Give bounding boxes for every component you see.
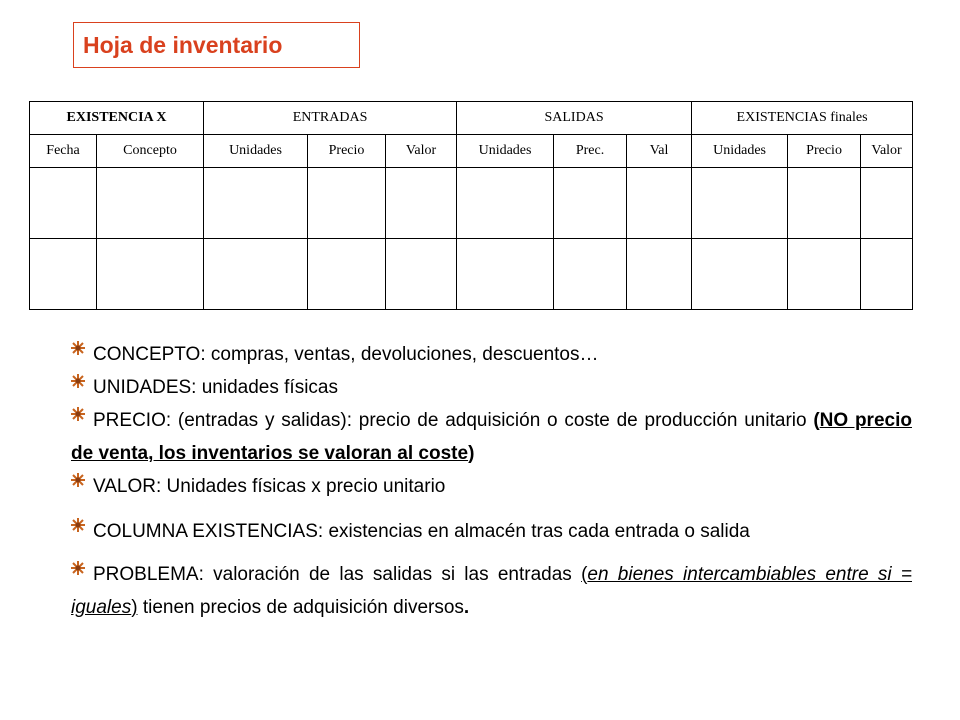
table-cell [692,168,788,239]
table-cell [861,168,913,239]
subheader-concepto: Concepto [97,135,204,168]
subheader-entradas-unidades: Unidades [204,135,308,168]
table-cell [30,239,97,310]
star-bullet-icon [71,341,85,355]
table-cell [627,239,692,310]
bullet-problema: PROBLEMA: valoración de las salidas si las entradas (en bienes intercambiables entre si = iguales) tienen precios de adquisición diversos. [71,558,912,624]
table-cell [788,239,861,310]
table-cell [204,239,308,310]
table-group-header-row [30,102,913,135]
precio-note: NO precio de venta, los inventarios se valoran al coste [71,410,912,464]
subheader-entradas-precio: Precio [308,135,386,168]
bullet-precio: PRECIO: (entradas y salidas): precio de adquisición o coste de producción unitario (NO precio de venta, los inventarios se valoran al coste) [71,404,912,470]
star-bullet-icon [71,561,85,575]
table-cell [457,168,554,239]
subheader-existencias-valor: Valor [861,135,913,168]
table-cell [788,168,861,239]
header-salidas: SALIDAS [457,102,692,135]
star-bullet-icon [71,473,85,487]
bullet-columna: COLUMNA EXISTENCIAS: existencias en almacén tras cada entrada o salida [71,515,912,548]
table-cell [386,168,457,239]
table-cell [386,239,457,310]
table-cell [97,168,204,239]
problema-note: en bienes intercambiables entre si = iguales [71,564,912,618]
table-sub-header-row [30,135,913,168]
bullet-concepto: CONCEPTO: compras, ventas, devoluciones, descuentos… [71,338,912,371]
table-cell [457,239,554,310]
table-cell [692,239,788,310]
subheader-salidas-prec: Prec. [554,135,627,168]
subheader-existencias-unidades: Unidades [692,135,788,168]
bullet-valor: VALOR: Unidades físicas x precio unitario [71,470,912,503]
table-cell [861,239,913,310]
subheader-existencias-precio: Precio [788,135,861,168]
bullet-unidades: UNIDADES: unidades físicas [71,371,912,404]
header-entradas: ENTRADAS [204,102,457,135]
table-cell [308,239,386,310]
table-cell [554,168,627,239]
subheader-fecha: Fecha [30,135,97,168]
table-cell [627,168,692,239]
table-cell [97,239,204,310]
inventory-table [29,101,913,310]
table-cell [308,168,386,239]
star-bullet-icon [71,518,85,532]
table-cell [554,239,627,310]
subheader-salidas-unidades: Unidades [457,135,554,168]
bullet-list [71,338,912,624]
star-bullet-icon [71,407,85,421]
header-existencias-finales: EXISTENCIAS finales [692,102,913,135]
table-row [30,239,913,310]
star-bullet-icon [71,374,85,388]
title-box [73,22,360,68]
header-existencia-x: EXISTENCIA X [30,102,204,135]
page-title: Hoja de inventario [83,31,283,58]
table-row [30,168,913,239]
table-cell [204,168,308,239]
subheader-entradas-valor: Valor [386,135,457,168]
subheader-salidas-val: Val [627,135,692,168]
table-cell [30,168,97,239]
